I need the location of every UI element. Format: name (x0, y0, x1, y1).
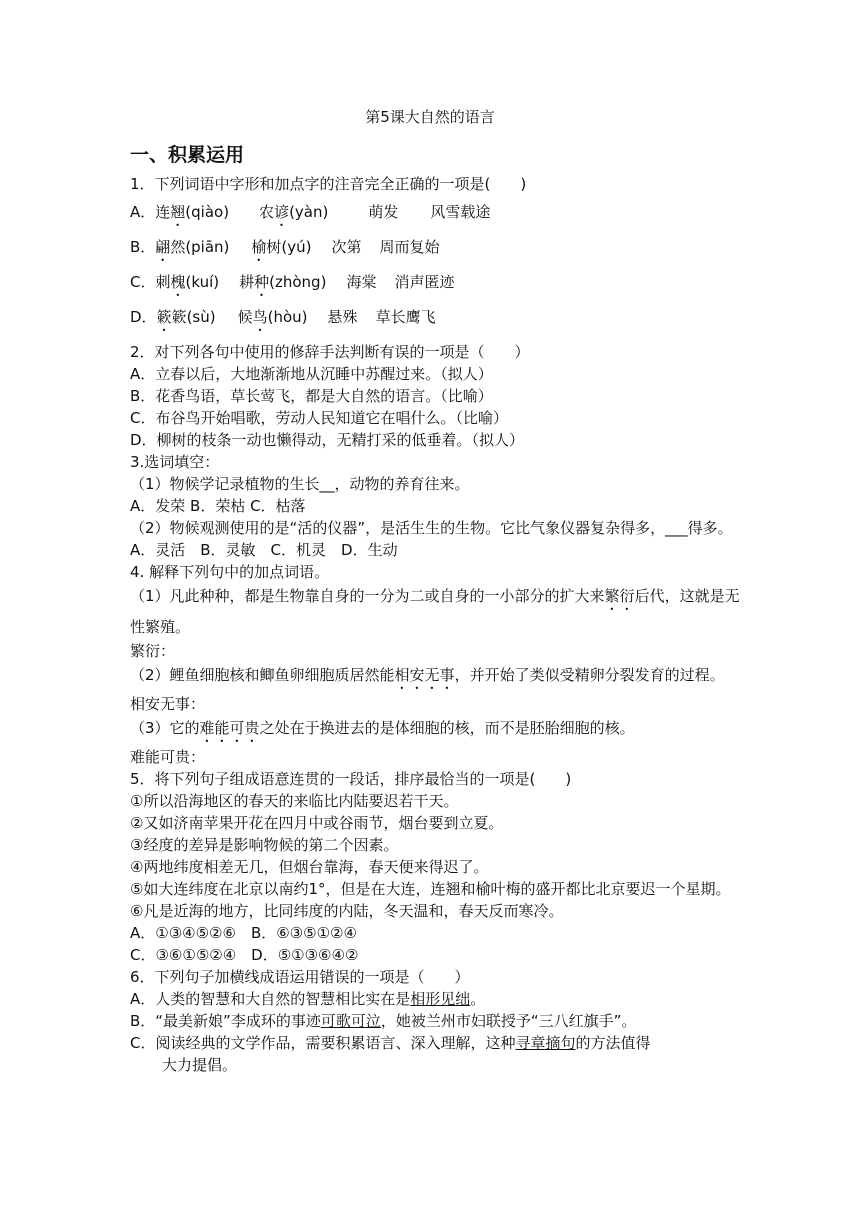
q4-s3-dot: 难能可贵 (199, 719, 260, 737)
q2-stem: 2．对下列各句中使用的修辞手法判断有误的一项是（ ） (130, 343, 530, 361)
q4-s3a: （3）它的 (130, 719, 200, 737)
q2-option-c: C．布谷鸟开始唱歌，劳动人民知道它在唱什么。（比喻） (130, 409, 508, 427)
q1-c-p1: C．刺 (130, 273, 171, 291)
q4-s2b: ，并开始了类似受精卵分裂发育的过程。 (454, 666, 725, 684)
q3-sub1: （1）物候学记录植物的生长__，动物的养育往来。 (130, 475, 470, 493)
q1-b-dot2: 榆 (251, 238, 267, 256)
q1-a-dot2: 谚 (274, 203, 290, 221)
q6-stem: 6．下列句子加横线成语运用错误的一项是（ ） (130, 968, 470, 986)
q6-b-post: ，她被兰州市妇联授予“三八红旗手”。 (380, 1012, 637, 1030)
q4-sub3 (130, 715, 740, 746)
q1-c-w4: 消声匿迹 (394, 273, 455, 291)
q1-c-dot2: 种 (254, 273, 270, 291)
q1-d-dot: 簌 (156, 308, 172, 326)
q4-sub1 (130, 583, 740, 640)
q5-item-1: ①所以沿海地区的春天的来临比内陆要迟若干天。 (130, 792, 459, 810)
q1-a-w2b: (yàn) (289, 203, 329, 221)
q6-b-idiom: 可歌可泣 (320, 1012, 381, 1030)
q4-s1a: （1）凡此种种，都是生物靠自身的一分为二或自身的一小部分的扩大来 (130, 587, 605, 605)
q1-b-dot: 翩 (155, 238, 171, 256)
q4-answer3-label: 难能可贵： (130, 748, 206, 766)
q3-sub2: （2）物候观测使用的是“活的仪器”，是活生生的生物。它比气象仪器复杂得多，___得多。 (130, 519, 733, 537)
q1-c-p2: (kuí) (185, 273, 220, 291)
q5-item-3: ③经度的差异是影响物候的第二个因素。 (130, 836, 399, 854)
q1-d-p1: 簌(sù) (171, 308, 216, 326)
q1-d-w2a: 候 (237, 308, 253, 326)
section-heading: 一、积累运用 (130, 144, 245, 166)
q3-sub2-options: A．灵活 B．灵敏 C．机灵 D．生动 (130, 541, 398, 559)
q1-a-w4: 风雪载途 (430, 203, 491, 221)
q1-d-w2b: (hòu) (267, 308, 308, 326)
q4-answer2-label: 相安无事： (130, 695, 206, 713)
q1-d-w4: 草长鹰飞 (375, 308, 436, 326)
q6-option-c (130, 1032, 740, 1054)
q5-item-4: ④两地纬度相差无几，但烟台靠海，春天便来得迟了。 (130, 858, 489, 876)
q1-b-p0: B． (130, 238, 156, 256)
q2-option-a: A．立春以后，大地渐渐地从沉睡中苏醒过来。（拟人） (130, 365, 493, 383)
q5-options-ab: A．①③④⑤②⑥ B．⑥③⑤①②④ (130, 924, 357, 942)
q5-item-6: ⑥凡是近海的地方，比同纬度的内陆，冬天温和，春天反而寒冷。 (130, 902, 564, 920)
q3-sub1-options: A．发荣 B．荣枯 C．枯落 (130, 497, 306, 515)
q6-option-c-continued: 大力提倡。 (162, 1056, 238, 1074)
q4-s1-dot: 繁衍 (604, 587, 635, 605)
q4-s2-dot: 相安无事 (394, 666, 455, 684)
q1-option-d (130, 306, 740, 335)
q1-a-p2: (qiào) (185, 203, 230, 221)
q4-sub2 (130, 662, 740, 693)
q6-c-post: 的方法值得 (575, 1034, 651, 1052)
q6-a-idiom: 相形见绌 (410, 990, 471, 1008)
q1-stem: 1．下列词语中字形和加点字的注音完全正确的一项是( ) (130, 175, 527, 193)
q1-b-w3: 次第 (331, 238, 362, 256)
q1-c-w3: 海棠 (346, 273, 377, 291)
q1-d-p0: D． (130, 308, 157, 326)
q1-c-w2b: (zhòng) (269, 273, 327, 291)
q1-option-a (130, 201, 740, 230)
q1-b-p1: 然(piān) (170, 238, 230, 256)
q6-c-idiom: 寻章摘句 (515, 1034, 576, 1052)
q1-option-c (130, 271, 740, 300)
q1-a-w2a: 农 (259, 203, 275, 221)
q1-a-p1: A．连 (130, 203, 171, 221)
q6-a-post: 。 (470, 990, 486, 1008)
q1-d-dot2: 鸟 (252, 308, 268, 326)
q2-option-d: D．柳树的枝条一动也懒得动，无精打采的低垂着。（拟人） (130, 431, 525, 449)
q4-s3b: 之处在于换进去的是体细胞的核，而不是胚胎细胞的核。 (259, 719, 635, 737)
q1-a-dot: 翘 (170, 203, 186, 221)
q3-stem: 3.选词填空： (130, 453, 220, 471)
q1-c-w2a: 耕 (239, 273, 255, 291)
lesson-title: 第5课大自然的语言 (365, 108, 495, 126)
q5-item-5: ⑤如大连纬度在北京以南约1°，但是在大连，连翘和榆叶梅的盛开都比北京要迟一个星期。 (130, 880, 731, 898)
q6-c-pre: C．阅读经典的文学作品，需要积累语言、深入理解，这种 (130, 1034, 516, 1052)
q5-item-2: ②又如济南苹果开花在四月中或谷雨节，烟台要到立夏。 (130, 814, 504, 832)
q1-d-w3: 悬殊 (327, 308, 358, 326)
q6-a-pre: A．人类的智慧和大自然的智慧相比实在是 (130, 990, 411, 1008)
q1-b-w2b: 树(yú) (266, 238, 312, 256)
q4-s2a: （2）鲤鱼细胞核和鲫鱼卵细胞质居然能 (130, 666, 395, 684)
questions (130, 173, 740, 1076)
q1-a-w3: 萌发 (368, 203, 399, 221)
q1-b-w4: 周而复始 (379, 238, 440, 256)
q5-stem: 5．将下列句子组成语意连贯的一段话，排序最恰当的一项是( ) (130, 770, 572, 788)
q1-c-dot: 槐 (170, 273, 186, 291)
q6-b-pre: B．“最美新娘”李成环的事迹 (130, 1012, 321, 1030)
q6-option-a (130, 988, 740, 1010)
q2-option-b: B．花香鸟语，草长莺飞，都是大自然的语言。（比喻） (130, 387, 493, 405)
q4-s1b: 后代，这就是无性繁殖。 (130, 587, 740, 636)
q6-option-b (130, 1010, 740, 1032)
q4-answer1-label: 繁衍： (130, 642, 176, 660)
q5-options-cd: C．③⑥①⑤②④ D．⑤①③⑥④② (130, 946, 359, 964)
q1-option-b (130, 236, 740, 265)
q4-stem: 4. 解释下列句中的加点词语。 (130, 563, 330, 581)
